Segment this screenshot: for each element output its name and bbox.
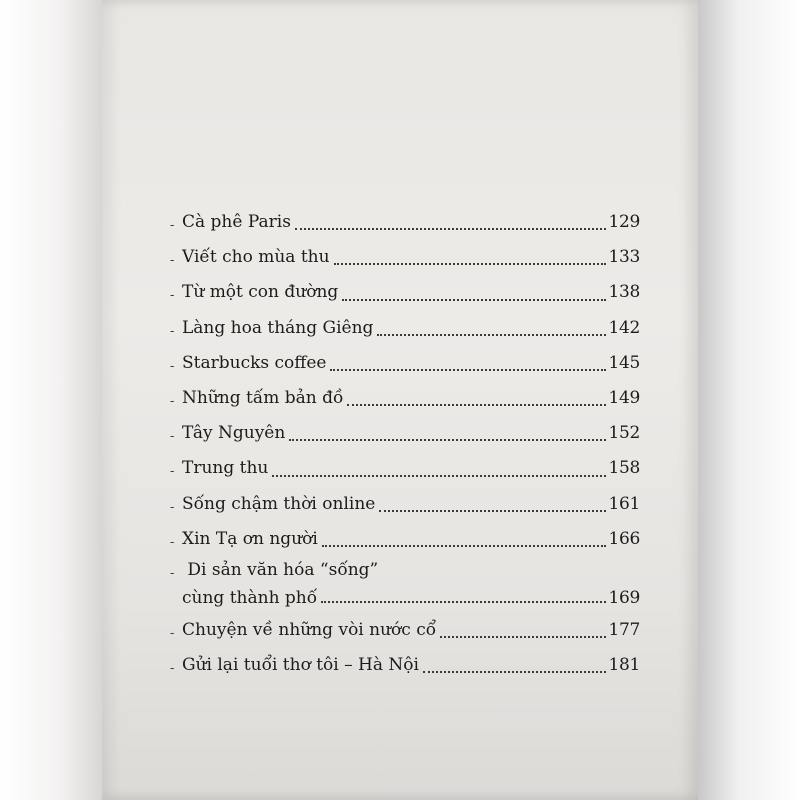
entry-title: Starbucks coffee (182, 352, 327, 373)
page-number: 149 (608, 387, 640, 408)
page-number: 138 (608, 282, 640, 303)
entry-title: Sống chậm thời online (182, 493, 376, 514)
entry-title-line1: Di sản văn hóa “sống” (187, 559, 379, 580)
toc-entry (170, 275, 640, 310)
page-number: 161 (608, 493, 640, 514)
page-number: 129 (608, 212, 640, 232)
page-number: 177 (608, 619, 640, 640)
table-of-contents (170, 205, 640, 683)
page-number: 142 (608, 317, 640, 338)
dot-leader (330, 369, 606, 371)
dot-leader (334, 263, 607, 265)
page-number: 166 (608, 528, 640, 549)
dot-leader (342, 299, 606, 301)
dot-leader (440, 636, 606, 638)
page-number: 158 (608, 458, 640, 479)
entry-title: Từ một con đường (182, 282, 339, 303)
entry-dash: - (170, 661, 175, 677)
dot-leader (347, 404, 606, 406)
entry-dash: - (170, 288, 175, 304)
entry-title: Cà phê Paris (182, 212, 291, 232)
page-number: 181 (608, 655, 640, 676)
page-number: 145 (608, 352, 640, 373)
entry-dash: - (170, 464, 175, 480)
page-number: 169 (608, 587, 640, 608)
entry-title: Trung thu (182, 458, 269, 479)
entry-dash: - (170, 253, 175, 269)
entry-dash: - (170, 393, 175, 409)
entry-dash: - (170, 218, 175, 233)
entry-title: Làng hoa tháng Giêng (182, 317, 374, 338)
entry-title: Tây Nguyên (182, 423, 286, 444)
dot-leader (322, 545, 607, 547)
entry-dash: - (170, 323, 175, 339)
dot-leader (377, 334, 606, 336)
toc-entry (170, 240, 640, 275)
toc-entry (170, 487, 640, 522)
entry-title: Những tấm bản đồ (182, 387, 344, 408)
entry-dash: - (170, 429, 175, 445)
toc-entry (170, 416, 640, 451)
toc-entry (170, 346, 640, 381)
dot-leader (272, 475, 606, 477)
entry-dash: - (170, 358, 175, 374)
toc-entry (170, 311, 640, 346)
entry-dash: - (170, 565, 175, 581)
toc-entry (170, 557, 640, 613)
page-number: 133 (608, 247, 640, 268)
entry-title: Xin Tạ ơn người (182, 528, 318, 549)
toc-entry (170, 613, 640, 648)
dot-leader (321, 601, 606, 603)
dot-leader (379, 510, 606, 512)
toc-entry (170, 381, 640, 416)
background-left (0, 0, 102, 800)
entry-title-line2: cùng thành phố (182, 587, 318, 608)
page-number: 152 (608, 423, 640, 444)
entry-title: Viết cho mùa thu (182, 247, 330, 268)
toc-entry (170, 451, 640, 486)
background-right (698, 0, 800, 800)
entry-dash: - (170, 625, 175, 641)
toc-entry (170, 522, 640, 557)
toc-entry (170, 205, 640, 240)
dot-leader (289, 439, 606, 441)
entry-dash: - (170, 534, 175, 550)
dot-leader (423, 671, 606, 673)
entry-dash: - (170, 499, 175, 515)
entry-title: Chuyện về những vòi nước cổ (182, 619, 437, 640)
toc-entry (170, 648, 640, 683)
dot-leader (295, 228, 606, 230)
entry-title: Gửi lại tuổi thơ tôi – Hà Nội (182, 655, 419, 676)
